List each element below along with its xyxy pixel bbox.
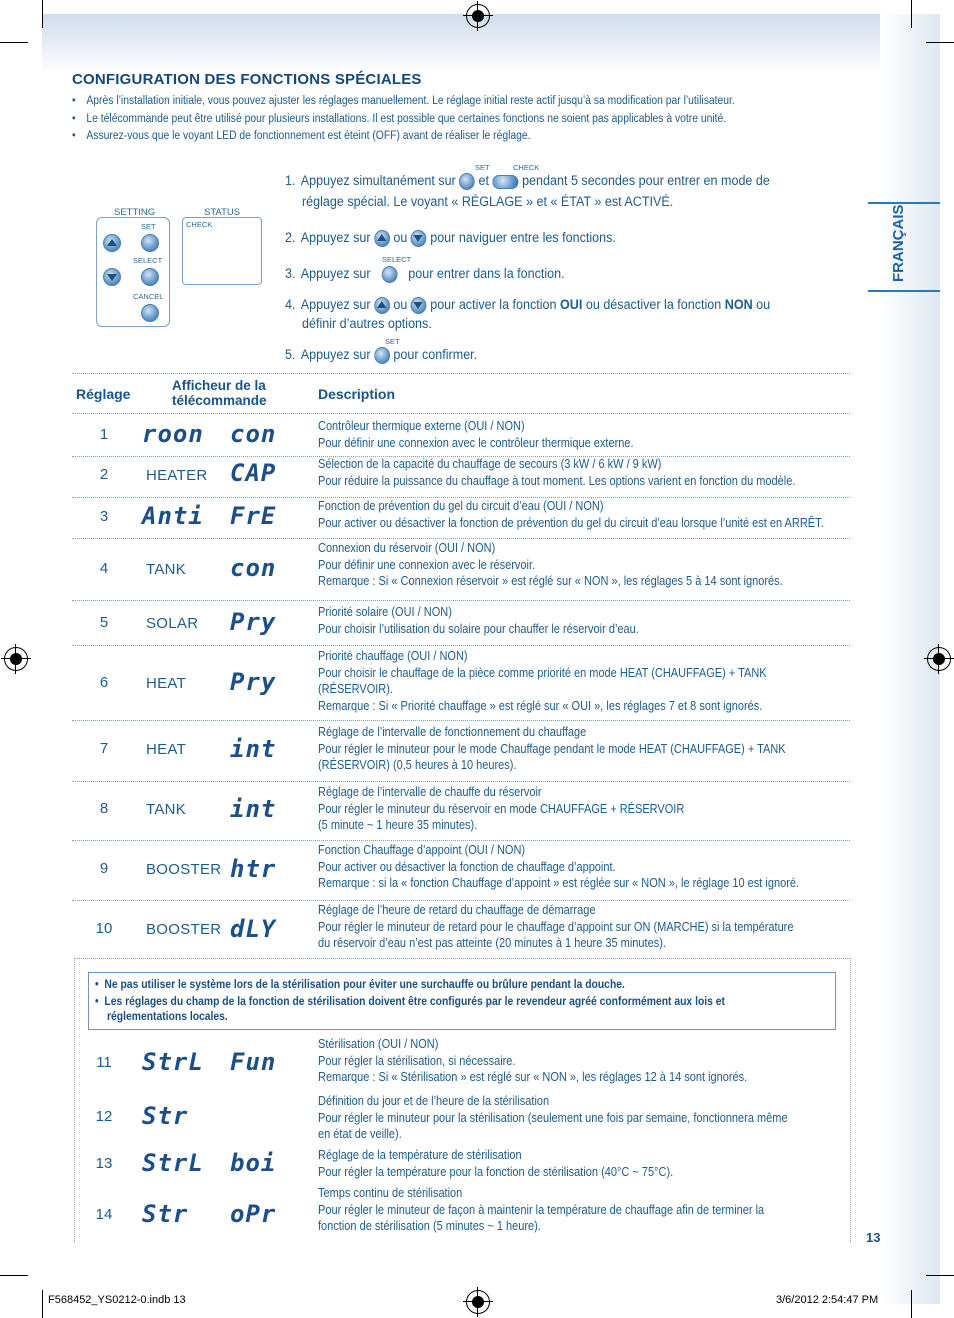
lcd-segment-2: Pry — [230, 608, 277, 636]
description-line: Remarque : Si « Connexion réservoir » est réglé sur « NON », les réglages 5 à 14 sont ignorés. — [318, 574, 783, 588]
description-line: Pour choisir l’utilisation du solaire pour chauffer le réservoir d’eau. — [318, 621, 639, 636]
description-line: Temps continu de stérilisation — [318, 1186, 463, 1200]
registration-mark-icon — [466, 1290, 490, 1314]
lcd-segment-1: StrL — [142, 1149, 204, 1177]
crop-mark — [911, 1290, 912, 1318]
display-word: BOOSTER — [146, 861, 222, 878]
description-line: Fonction de prévention du gel du circuit d’eau (OUI / NON) — [318, 499, 604, 513]
remote-diagram — [96, 205, 266, 330]
description-line: Pour régler le minuteur de façon à maintenir la température de chauffage afin de terminer la — [318, 1202, 765, 1217]
divider — [72, 840, 850, 841]
sterilization-warning — [88, 972, 836, 1030]
crop-mark — [926, 42, 954, 43]
row-description — [318, 1036, 858, 1086]
row-number: 11 — [96, 1054, 112, 1071]
lcd-segment-2: Fun — [230, 1048, 277, 1076]
description-line: (RÉSERVOIR) (0,5 heures à 10 heures). — [318, 758, 517, 772]
crop-mark — [42, 1290, 43, 1318]
description-line: en état de veille). — [318, 1127, 402, 1141]
row-number: 10 — [95, 920, 113, 937]
row-description — [318, 1093, 858, 1143]
description-line: Remarque : Si « Priorité chauffage » est réglé sur « OUI », les réglages 7 et 8 sont ignorés. — [318, 698, 763, 713]
description-line: Remarque : Si « Stérilisation » est réglé sur « NON », les réglages 12 à 14 sont ignorés. — [318, 1070, 748, 1084]
divider — [74, 958, 75, 1243]
lcd-segment-2: FrE — [230, 502, 277, 530]
divider — [72, 373, 850, 374]
row-number: 5 — [99, 614, 109, 631]
description-line: Réglage de l’intervalle de chauffe du réservoir — [318, 785, 542, 799]
warning-item: • Ne pas utiliser le système lors de la stérilisation pour éviter une surchauffe ou brûlure pendant la douche. — [95, 979, 625, 991]
description-line: Pour réduire la puissance du chauffage à tout moment. Les options varient en fonction du modèle. — [318, 473, 796, 488]
row-description — [318, 724, 858, 774]
row-number: 13 — [95, 1155, 113, 1172]
cancel-caption: CANCEL — [133, 292, 164, 301]
description-line: Connexion du réservoir (OUI / NON) — [318, 541, 496, 555]
footer-date: 3/6/2012 2:54:47 PM — [776, 1294, 879, 1306]
row-description — [318, 456, 858, 489]
footer-file: F568452_YS0212-0.indb 13 — [48, 1294, 186, 1306]
check-caption: CHECK — [186, 220, 213, 229]
display-word: HEAT — [146, 675, 187, 692]
set-caption: SET — [475, 163, 490, 172]
description-line: (5 minute ~ 1 heure 35 minutes). — [318, 818, 478, 832]
lcd-segment-2: oPr — [230, 1200, 277, 1228]
row-description — [318, 784, 858, 834]
intro-item: • Assurez-vous que le voyant LED de fonctionnement est éteint (OFF) avant de réaliser le réglage. — [72, 130, 531, 142]
up-button-icon — [374, 230, 390, 247]
select-button-icon — [382, 266, 398, 283]
page-title: CONFIGURATION DES FONCTIONS SPÉCIALES — [72, 71, 422, 88]
setting-label: SETTING — [114, 207, 156, 218]
row-number: 7 — [99, 740, 109, 757]
up-button-icon — [374, 297, 390, 314]
warning-item: • Les réglages du champ de la fonction de stérilisation doivent être configurés par le revendeur agréé conformément aux lois et — [95, 996, 725, 1008]
description-line: du réservoir d’eau n’est pas atteinte (20 minutes à 1 heure 35 minutes). — [318, 936, 666, 950]
intro-item: • Le télécommande peut être utilisé pour plusieurs installations. Il est possible que certaines fonctions ne soient pas applicables à votre unité. — [72, 112, 727, 125]
row-number: 14 — [95, 1206, 113, 1223]
select-button[interactable] — [141, 268, 159, 286]
description-line: (RÉSERVOIR). — [318, 682, 393, 696]
check-button-icon — [493, 175, 519, 189]
check-caption: CHECK — [513, 163, 540, 172]
row-number: 12 — [95, 1108, 113, 1125]
crop-mark — [926, 1275, 954, 1276]
display-word: TANK — [146, 801, 187, 818]
set-button-icon — [374, 347, 390, 364]
description-line: Réglage de l’intervalle de fonctionnement du chauffage — [318, 725, 587, 739]
description-line: Pour définir une connexion avec le réservoir. — [318, 557, 536, 572]
description-line: Priorité chauffage (OUI / NON) — [318, 649, 468, 663]
row-number: 3 — [99, 508, 109, 525]
intro-item: • Après l’installation initiale, vous pouvez ajuster les réglages manuellement. Le réglage initial reste actif jusqu’à sa modification par l’utilisateur. — [72, 95, 735, 107]
lcd-segment-2: boi — [230, 1149, 277, 1177]
set-button-icon — [459, 173, 475, 190]
description-line: Pour régler la stérilisation, si nécessaire. — [318, 1053, 516, 1068]
step-3: 3. Appuyez sur pour entrer dans la fonction. — [285, 266, 565, 282]
divider — [72, 538, 850, 539]
col-header-display: Afficheur de la télécommande — [172, 378, 267, 408]
lcd-segment-1: StrL — [142, 1048, 204, 1076]
display-word: BOOSTER — [146, 921, 222, 938]
description-line: Pour régler la température pour la fonction de stérilisation (40°C ~ 75°C). — [318, 1164, 674, 1179]
description-line: Pour activer ou désactiver la fonction de chauffage d’appoint. — [318, 859, 616, 874]
description-line: Contrôleur thermique externe (OUI / NON) — [318, 419, 525, 433]
row-number: 6 — [99, 674, 109, 691]
lcd-segment-1: roon — [142, 420, 204, 448]
description-line: Réglage de l’heure de retard du chauffage de démarrage — [318, 903, 596, 917]
col-header-setting: Réglage — [76, 386, 131, 402]
description-line: Stérilisation (OUI / NON) — [318, 1037, 439, 1051]
description-line: fonction de stérilisation (5 minutes ~ 1 heure). — [318, 1219, 541, 1233]
divider — [74, 958, 850, 959]
description-line: Pour régler le minuteur de retard pour le chauffage d’appoint sur ON (MARCHE) si la température — [318, 919, 794, 934]
setting-panel — [96, 217, 170, 327]
status-label: STATUS — [204, 207, 241, 218]
description-line: Réglage de la température de stérilisation — [318, 1148, 522, 1162]
row-description — [318, 604, 858, 637]
divider — [72, 600, 850, 601]
row-description — [318, 1185, 858, 1235]
row-number: 1 — [99, 426, 109, 443]
crop-mark — [0, 42, 28, 43]
description-line: Pour définir une connexion avec le contrôleur thermique externe. — [318, 435, 634, 450]
step-1-continued: réglage spécial. Le voyant « RÉGLAGE » et « ÉTAT » est ACTIVÉ. — [302, 194, 674, 209]
row-number: 2 — [99, 466, 109, 483]
down-button-icon — [411, 230, 427, 247]
up-button[interactable] — [103, 234, 121, 252]
display-word: HEATER — [146, 467, 208, 484]
status-panel — [182, 217, 262, 285]
registration-mark-icon — [927, 647, 951, 671]
description-line: Pour régler le minuteur pour la stérilisation (seulement une fois par semaine, fonctionnera même — [318, 1110, 788, 1125]
step-2: 2. Appuyez sur ou pour naviguer entre les fonctions. — [285, 230, 616, 246]
divider — [72, 720, 850, 721]
description-line: Fonction Chauffage d’appoint (OUI / NON) — [318, 843, 526, 857]
crop-mark — [42, 0, 43, 28]
col-header-description: Description — [318, 386, 396, 402]
language-tab: FRANÇAIS — [868, 202, 940, 292]
description-line: Remarque : si la « fonction Chauffage d’appoint » est réglée sur « NON », le réglage 10 est ignoré. — [318, 876, 800, 890]
lcd-segment-1: Str — [142, 1200, 189, 1228]
lcd-segment-2: Pry — [230, 668, 277, 696]
down-button-icon — [411, 297, 427, 314]
row-number: 4 — [99, 560, 109, 577]
set-caption: SET — [141, 222, 156, 231]
lcd-segment-2: int — [230, 795, 277, 823]
crop-mark — [911, 0, 912, 28]
row-description — [318, 498, 858, 531]
row-number: 9 — [99, 860, 109, 877]
divider — [72, 645, 850, 646]
page-number: 13 — [866, 1230, 881, 1245]
warning-item: réglementations locales. — [107, 1011, 228, 1023]
row-description — [318, 418, 858, 451]
description-line: Pour choisir le chauffage de la pièce comme priorité en mode HEAT (CHAUFFAGE) + TANK — [318, 665, 767, 680]
lcd-segment-2: dLY — [230, 915, 277, 943]
lcd-segment-2: int — [230, 735, 277, 763]
row-description — [318, 902, 858, 952]
lcd-segment-2: htr — [230, 855, 277, 883]
description-line: Priorité solaire (OUI / NON) — [318, 605, 452, 619]
description-line: Pour régler le minuteur pour le mode Chauffage pendant le mode HEAT (CHAUFFAGE) + TANK — [318, 741, 786, 756]
set-caption: SET — [385, 337, 400, 346]
row-number: 8 — [99, 800, 109, 817]
step-5: 5. Appuyez sur pour confirmer. — [285, 347, 478, 363]
display-word: SOLAR — [146, 615, 199, 632]
header-band — [42, 14, 940, 74]
step-1: 1. Appuyez simultanément sur et pendant 5 secondes pour entrer en mode de — [285, 173, 770, 189]
lcd-segment-1: Anti — [142, 502, 204, 530]
divider — [72, 781, 850, 782]
lcd-segment-2: CAP — [230, 459, 277, 487]
description-line: Définition du jour et de l’heure de la stérilisation — [318, 1094, 550, 1108]
row-description — [318, 842, 858, 892]
divider — [72, 900, 850, 901]
registration-mark-icon — [4, 647, 28, 671]
cancel-button[interactable] — [141, 304, 159, 322]
select-caption: SELECT — [382, 255, 412, 264]
row-description — [318, 540, 858, 590]
down-button[interactable] — [103, 268, 121, 286]
step-4-continued: définir d’autres options. — [302, 316, 432, 331]
description-line: Pour régler le minuteur du réservoir en mode CHAUFFAGE + RÉSERVOIR — [318, 801, 685, 816]
lcd-segment-1: Str — [142, 1102, 189, 1130]
lcd-segment-2: con — [230, 554, 277, 582]
description-line: Pour activer ou désactiver la fonction de prévention du gel du circuit d’eau lorsque l’unité est en ARRÊT. — [318, 515, 824, 530]
description-line: Sélection de la capacité du chauffage de secours (3 kW / 6 kW / 9 kW) — [318, 457, 662, 471]
display-word: HEAT — [146, 741, 187, 758]
row-description — [318, 648, 858, 714]
crop-mark — [0, 1275, 28, 1276]
set-button[interactable] — [141, 234, 159, 252]
display-word: TANK — [146, 561, 187, 578]
step-4: 4. Appuyez sur ou pour activer la fonction OUI ou désactiver la fonction NON ou — [285, 297, 771, 313]
select-caption: SELECT — [133, 256, 163, 265]
lcd-segment-2: con — [230, 420, 277, 448]
registration-mark-icon — [466, 4, 490, 28]
row-description — [318, 1147, 858, 1180]
intro-list — [72, 93, 808, 146]
divider — [72, 413, 850, 414]
